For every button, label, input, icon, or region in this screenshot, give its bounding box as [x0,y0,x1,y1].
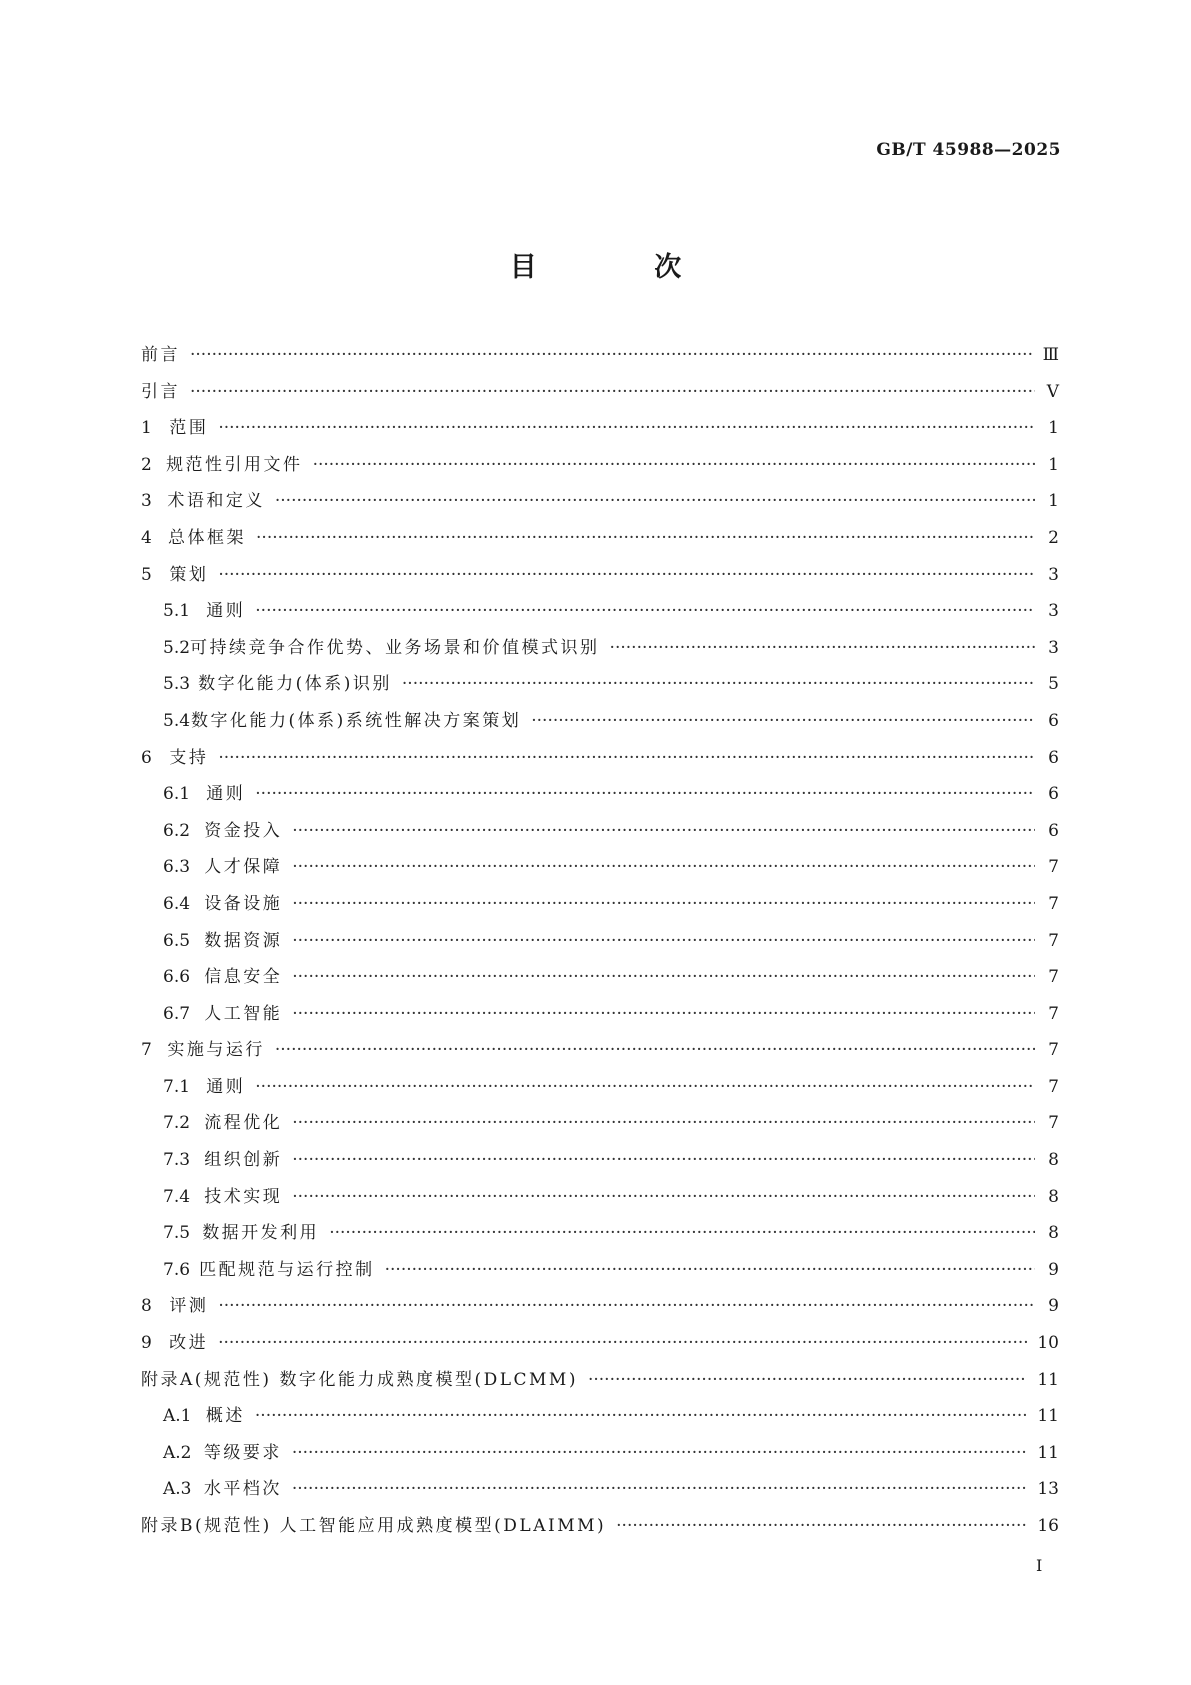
toc-entry[interactable] [141,340,1059,377]
toc-entry-page: 3 [1048,637,1059,658]
toc-entry-page: 11 [1037,1442,1059,1463]
toc-entry[interactable] [141,1365,1059,1402]
toc-leader-dots [292,967,1035,987]
toc-entry-label: 附录A(规范性) 数字化能力成熟度模型(DLCMM) [141,1369,578,1390]
toc-entry-label: 组织创新 [204,1150,283,1171]
toc-entry-page: 7 [1048,857,1059,878]
toc-entry-label: 概述 [205,1406,245,1427]
toc-entry[interactable] [141,523,1059,560]
toc-entry[interactable] [141,962,1059,999]
toc-entry-number: 6.2 [163,820,191,841]
toc-leader-dots [255,1077,1035,1097]
toc-entry-number: A.3 [163,1479,192,1500]
toc-leader-dots [190,382,1035,402]
toc-entry[interactable] [141,1511,1059,1548]
table-of-contents [141,340,1059,1548]
toc-entry-label: 范围 [169,418,209,439]
toc-entry[interactable] [141,1401,1059,1438]
toc-entry-page: 10 [1037,1333,1059,1354]
toc-leader-dots [292,894,1035,914]
toc-entry-label: 流程优化 [204,1113,283,1134]
toc-entry[interactable] [141,779,1059,816]
toc-entry[interactable] [141,1145,1059,1182]
toc-leader-dots [218,1296,1035,1316]
toc-entry-number: 7 [141,1040,152,1061]
toc-leader-dots [275,491,1035,511]
toc-entry[interactable] [141,596,1059,633]
toc-entry-page: 16 [1037,1516,1059,1536]
toc-entry-page: 8 [1048,1223,1059,1244]
toc-entry[interactable] [141,816,1059,853]
toc-entry-label: 实施与运行 [167,1040,265,1061]
toc-leader-dots [190,345,1033,365]
toc-entry-number: 6 [141,747,152,768]
toc-leader-dots [292,1187,1035,1207]
toc-entry-number: 7.2 [163,1113,191,1134]
toc-entry-label: 可持续竞争合作优势、业务场景和价值模式识别 [190,637,600,658]
toc-leader-dots [292,931,1035,951]
toc-entry[interactable] [141,486,1059,523]
page-title: 目 次 [509,252,736,283]
toc-entry-page: 7 [1048,967,1059,988]
toc-leader-dots [616,1516,1027,1536]
toc-entry-number: 5.3 [163,674,191,695]
toc-entry-number: 7.6 [163,1259,191,1280]
toc-entry-number: A.1 [163,1406,192,1427]
toc-entry-label: 策划 [169,564,209,585]
toc-entry-page: 6 [1048,747,1059,768]
toc-leader-dots [255,784,1035,804]
toc-entry-page: 6 [1048,820,1059,841]
toc-entry-number: 5 [141,564,152,585]
toc-leader-dots [218,1333,1027,1353]
toc-entry-number: 7.5 [163,1223,191,1244]
toc-entry-number: 5.4 [163,710,191,731]
toc-entry-page: 2 [1048,527,1059,548]
toc-entry-number: 8 [141,1296,152,1317]
toc-entry[interactable] [141,1291,1059,1328]
toc-entry-number: 2 [141,454,152,475]
toc-entry-label: 设备设施 [204,893,283,914]
toc-entry-page: 3 [1048,601,1059,622]
toc-leader-dots [588,1370,1027,1390]
toc-entry[interactable] [141,560,1059,597]
toc-entry-number: 6.7 [163,1003,191,1024]
toc-entry[interactable] [141,1474,1059,1511]
toc-entry-number: 6.3 [163,857,191,878]
toc-leader-dots [531,711,1035,731]
toc-entry-label: 通则 [206,601,246,622]
toc-entry-label: 技术实现 [204,1186,283,1207]
toc-entry-page: 1 [1048,491,1059,512]
toc-leader-dots [218,418,1035,438]
toc-entry-label: 等级要求 [203,1442,282,1463]
toc-entry[interactable] [141,669,1059,706]
toc-entry-label: 通则 [206,1076,246,1097]
toc-entry-page: 5 [1048,674,1059,695]
toc-entry-page: 11 [1037,1406,1059,1427]
toc-entry[interactable] [141,889,1059,926]
toc-leader-dots [292,1113,1035,1133]
toc-entry[interactable] [141,743,1059,780]
toc-entry[interactable] [141,1108,1059,1145]
toc-entry-label: 匹配规范与运行控制 [199,1259,375,1280]
toc-entry-page: 8 [1048,1150,1059,1171]
toc-entry-page: 1 [1048,454,1059,475]
toc-entry[interactable] [141,1255,1059,1292]
toc-leader-dots [385,1260,1035,1280]
toc-entry-number: 5.2 [163,637,191,658]
toc-entry-page: 7 [1048,1040,1059,1061]
toc-entry-page: 7 [1048,1003,1059,1024]
toc-entry[interactable] [141,1328,1059,1365]
toc-leader-dots [218,565,1035,585]
toc-entry-label: 资金投入 [204,820,283,841]
toc-entry-page: 9 [1048,1259,1059,1280]
toc-entry-number: A.2 [163,1442,192,1463]
toc-entry-number: 6.4 [163,893,191,914]
toc-entry-label: 附录B(规范性) 人工智能应用成熟度模型(DLAIMM) [141,1516,607,1536]
toc-leader-dots [402,674,1035,694]
toc-entry-number: 9 [141,1333,152,1354]
toc-entry-label: 数据资源 [204,930,283,951]
toc-entry-number: 5.1 [163,601,191,622]
toc-entry-label: 改进 [169,1333,209,1354]
toc-entry-page: Ⅲ [1042,345,1059,365]
toc-entry[interactable] [141,852,1059,889]
toc-entry[interactable] [141,1438,1059,1475]
toc-entry-label: 数字化能力(体系)识别 [198,674,392,695]
toc-entry-label: 总体框架 [168,527,247,548]
toc-entry-label: 人才保障 [204,857,283,878]
toc-entry-page: Ⅴ [1046,381,1059,402]
toc-entry[interactable] [141,1218,1059,1255]
toc-entry-number: 7.4 [163,1186,191,1207]
toc-entry-number: 3 [141,491,152,512]
toc-entry-number: 7.3 [163,1150,191,1171]
toc-entry-label: 引言 [141,381,180,402]
toc-entry[interactable] [141,450,1059,487]
toc-entry-number: 1 [141,418,152,439]
toc-entry-page: 7 [1048,1076,1059,1097]
toc-entry-page: 8 [1048,1186,1059,1207]
toc-entry[interactable] [141,413,1059,450]
toc-leader-dots [256,528,1035,548]
standard-code: GB/T 45988—2025 [876,140,1061,160]
toc-leader-dots [218,748,1035,768]
toc-entry-label: 支持 [169,747,209,768]
toc-leader-dots [292,857,1035,877]
toc-entry-page: 7 [1048,930,1059,951]
toc-entry-label: 数据开发利用 [202,1223,320,1244]
toc-entry[interactable] [141,706,1059,743]
toc-entry[interactable] [141,1072,1059,1109]
toc-entry[interactable] [141,926,1059,963]
toc-entry-page: 3 [1048,564,1059,585]
toc-entry-number: 6.6 [163,967,191,988]
toc-entry-number: 6.5 [163,930,191,951]
toc-leader-dots [255,601,1035,621]
toc-entry-page: 1 [1048,418,1059,439]
toc-entry-label: 前言 [141,345,180,365]
toc-entry-label: 通则 [206,784,246,805]
toc-entry-page: 7 [1048,893,1059,914]
toc-entry-number: 6.1 [163,784,191,805]
toc-leader-dots [292,1443,1028,1463]
toc-entry-label: 数字化能力(体系)系统性解决方案策划 [190,710,522,731]
toc-entry-page: 7 [1048,1113,1059,1134]
page-number: Ⅰ [1036,1556,1043,1575]
toc-entry[interactable] [141,1182,1059,1219]
toc-leader-dots [255,1406,1027,1426]
toc-leader-dots [610,638,1035,658]
toc-entry-label: 人工智能 [204,1003,283,1024]
toc-entry[interactable] [141,377,1059,414]
toc-leader-dots [292,821,1035,841]
toc-entry-label: 评测 [169,1296,209,1317]
toc-leader-dots [292,1479,1028,1499]
toc-entry-label: 规范性引用文件 [166,454,303,475]
toc-entry-page: 6 [1048,710,1059,731]
toc-entry[interactable] [141,1035,1059,1072]
toc-leader-dots [329,1223,1035,1243]
toc-leader-dots [313,455,1035,475]
toc-entry-label: 术语和定义 [167,491,265,512]
toc-entry-number: 4 [141,527,152,548]
toc-entry-page: 6 [1048,784,1059,805]
toc-entry[interactable] [141,999,1059,1036]
toc-entry-number: 7.1 [163,1076,191,1097]
toc-entry-page: 11 [1037,1369,1059,1390]
toc-entry-label: 水平档次 [203,1479,282,1500]
toc-entry[interactable] [141,633,1059,670]
toc-entry-label: 信息安全 [204,967,283,988]
toc-leader-dots [292,1004,1035,1024]
toc-leader-dots [292,1150,1035,1170]
toc-entry-page: 9 [1048,1296,1059,1317]
toc-leader-dots [275,1040,1035,1060]
toc-entry-page: 13 [1037,1479,1059,1500]
